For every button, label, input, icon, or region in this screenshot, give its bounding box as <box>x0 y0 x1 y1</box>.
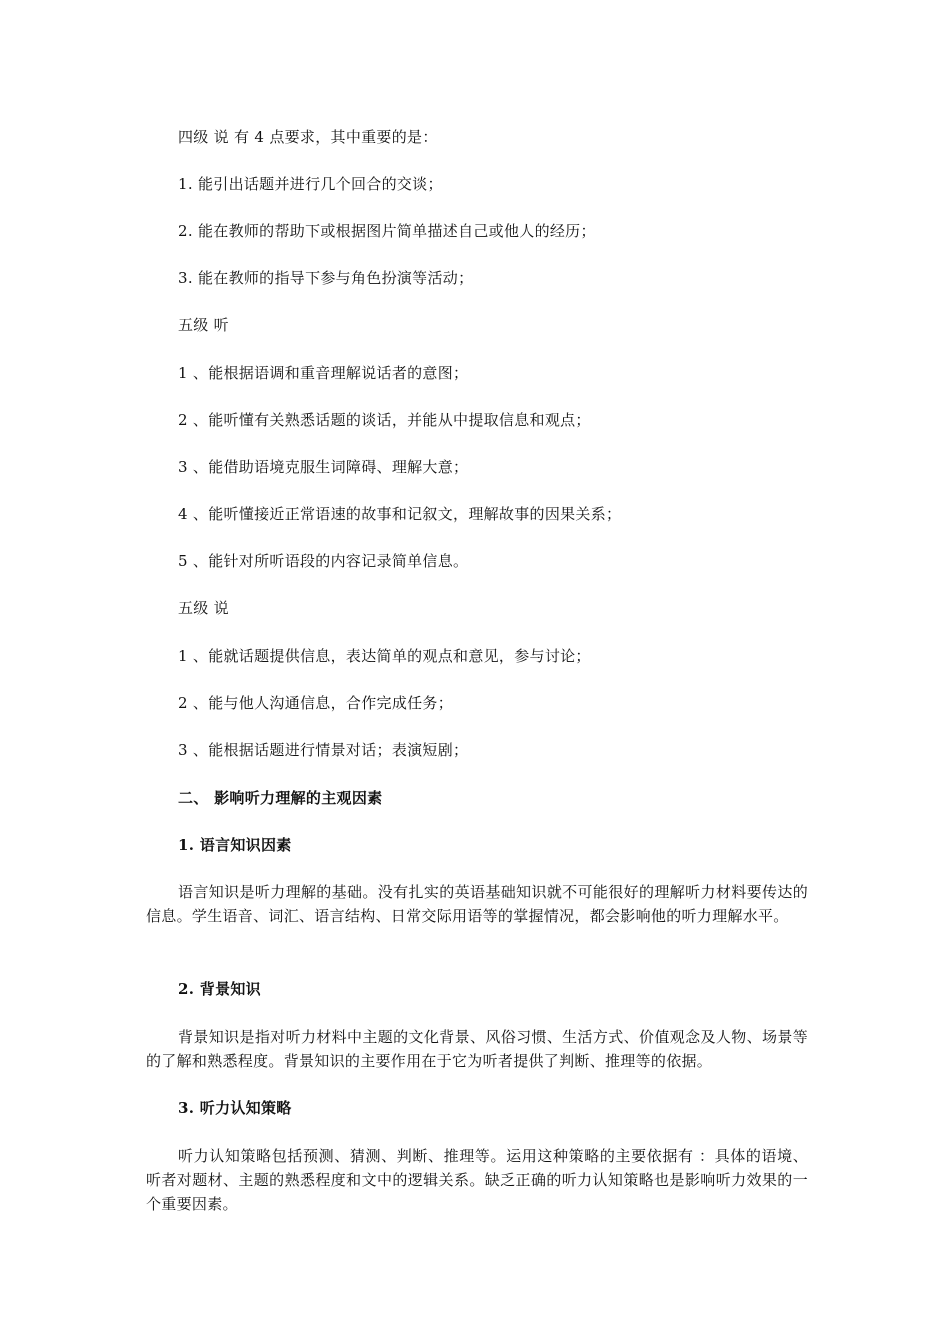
level5-listening-item-5: 5 、能针对所听语段的内容记录简单信息。 <box>178 552 469 570</box>
sub1-paragraph: 语言知识是听力理解的基础。没有扎实的英语基础知识就不可能很好的理解听力材料要传达的信息。学生语音、词汇、语言结构、日常交际用语等的掌握情况，都会影响他的听力理解水平。 <box>146 883 808 925</box>
level5-speaking-item-2: 2 、能与他人沟通信息，合作完成任务； <box>178 694 454 712</box>
level5-speaking-item-1: 1 、能就话题提供信息，表达简单的观点和意见，参与讨论； <box>178 647 591 665</box>
level4-speaking-item-1: 1. 能引出话题并进行几个回合的交谈； <box>178 175 443 193</box>
level4-speaking-item-3: 3. 能在教师的指导下参与角色扮演等活动； <box>178 269 474 287</box>
level5-listening-item-3: 3 、能借助语境克服生词障碍、理解大意； <box>178 458 469 476</box>
level5-listening-item-1: 1 、能根据语调和重音理解说话者的意图； <box>178 364 469 382</box>
sub1-heading: 1. 语言知识因素 <box>178 836 292 854</box>
sub3-heading: 3. 听力认知策略 <box>178 1099 292 1117</box>
level4-speaking-item-2: 2. 能在教师的帮助下或根据图片简单描述自己或他人的经历； <box>178 222 596 240</box>
sub3-paragraph: 听力认知策略包括预测、猜测、判断、推理等。运用这种策略的主要依据有 ：具体的语境、听者对题材、主题的熟悉程度和文中的逻辑关系。缺乏正确的听力认知策略也是影响听力效果的一个重要因素。 <box>146 1147 808 1213</box>
sub2-heading: 2. 背景知识 <box>178 980 261 998</box>
level5-speaking-heading: 五级 说 <box>178 599 229 617</box>
section-heading: 二、 影响听力理解的主观因素 <box>178 789 383 807</box>
level4-speaking-intro: 四级 说 有 4 点要求，其中重要的是： <box>178 128 438 146</box>
level5-listening-item-4: 4 、能听懂接近正常语速的故事和记叙文，理解故事的因果关系； <box>178 505 622 523</box>
sub2-paragraph: 背景知识是指对听力材料中主题的文化背景、风俗习惯、生活方式、价值观念及人物、场景等的了解和熟悉程度。背景知识的主要作用在于它为听者提供了判断、推理等的依据。 <box>146 1028 808 1070</box>
level5-listening-item-2: 2 、能听懂有关熟悉话题的谈话，并能从中提取信息和观点； <box>178 411 591 429</box>
level5-speaking-item-3: 3 、能根据话题进行情景对话；表演短剧； <box>178 741 469 759</box>
level5-listening-heading: 五级 听 <box>178 316 229 334</box>
